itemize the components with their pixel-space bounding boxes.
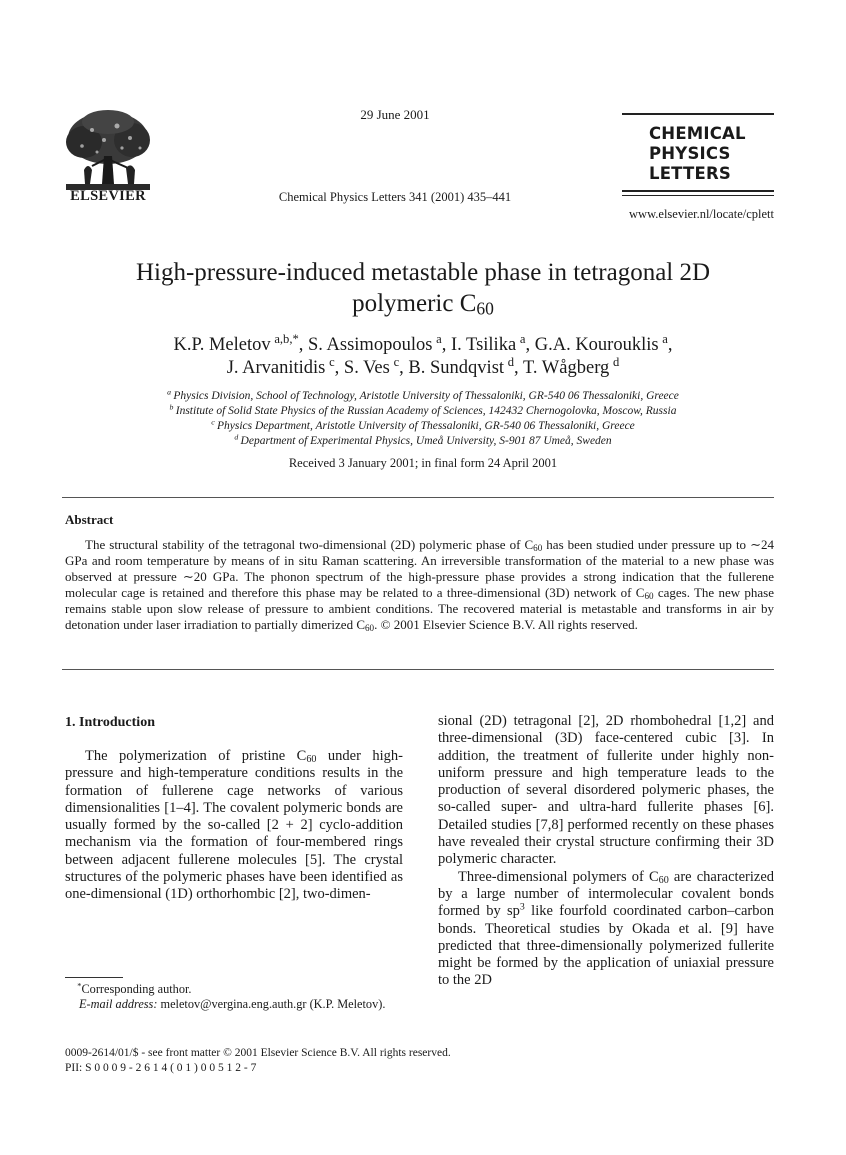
elsevier-tree-logo xyxy=(62,108,154,192)
author-line xyxy=(70,334,776,357)
journal-logo-line: PHYSICS xyxy=(649,144,731,163)
journal-url[interactable]: www.elsevier.nl/locate/cplett xyxy=(629,207,774,221)
received-dates: Received 3 January 2001; in final form 24 April 2001 xyxy=(288,456,558,470)
affiliation: $^d$ Department of Experimental Physics, Umeå University, S-901 87 Umeå, Sweden xyxy=(234,432,612,447)
author: G.A. Kourouklis $^a$, xyxy=(534,332,673,355)
title-text: polymeric C xyxy=(352,290,477,317)
footnote-corresponding: *Corresponding author. xyxy=(77,981,192,996)
journal-logo-line: CHEMICAL xyxy=(649,124,746,143)
abstract-body: The structural stability of the tetragonal two-dimensional (2D) polymeric phase of $C_{60}$ has been studied under pressure up to ∼24 GPa and room temperature by means of in situ Raman scattering. An irreversible transformation of the material to a new phase was observed at pressure ∼20 GPa. The phonon spectrum of the high-pressure phase provides a strong indication that the fullerene molecular cage is retained and therefore this phase may be related to a three-dimensional (3D) network of $C_{60}$ cages. The new phase remains stable upon slow release of pressure to ambient conditions. The recovered material is metastable and transforms in air by detonation under laser irradiation to partially dimerized $C_{60}$. © 2001 Elsevier Science B.V. All rights reserved. xyxy=(65,537,774,633)
journal-logo-line: LETTERS xyxy=(649,164,731,183)
footnote-email: E-mail address: meletov@vergina.eng.auth.gr (K.P. Meletov). xyxy=(79,997,386,1011)
author: B. Sundqvist $^d$, xyxy=(408,355,523,378)
author: S. Assimopoulos $^a$, xyxy=(308,332,451,355)
author: T. Wågberg $^d$ xyxy=(522,355,620,378)
author: S. Ves $^c$, xyxy=(343,355,409,378)
journal-citation: Chemical Physics Letters 341 (2001) 435–441 xyxy=(278,190,512,204)
title-line: High-pressure-induced metastable phase in tetragonal 2D xyxy=(135,259,711,286)
article-title xyxy=(60,257,786,319)
author: K.P. Meletov $^{a,b,*}$, xyxy=(173,332,309,355)
footnote-rule xyxy=(65,977,123,978)
copyright-line: 0009-2614/01/$ - see front matter © 2001 Elsevier Science B.V. All rights reserved. xyxy=(65,1047,451,1059)
publisher-name: ELSEVIER xyxy=(70,188,146,204)
pii-line: PII: S 0 0 0 9 - 2 6 1 4 ( 0 1 ) 0 0 5 1 2 - 7 xyxy=(65,1061,257,1074)
title-subscript: 60 xyxy=(476,298,494,319)
intro-paragraph-left: The polymerization of pristine $C_{60}$ under high-pressure and high-temperature conditions results in the formation of fullerene cage networks of various dimensionalities [1–4]. The covalent polymeric bonds are usually formed by the so-called [2 + 2] cyclo-addition mechanism via the formation of four-membered rings between adjacent fullerene molecules [5]. The crystal structures of the polymeric phases have been identified as one-dimensional (1D) orthorhombic [2], two-dimen- xyxy=(65,748,403,903)
footnote xyxy=(65,982,403,1012)
abstract-heading: Abstract xyxy=(65,512,114,527)
author: I. Tsilika $^a$, xyxy=(450,332,535,355)
issue-date: 29 June 2001 xyxy=(360,107,430,122)
page-footer xyxy=(65,1046,665,1075)
intro-p1-continuation: sional (2D) tetragonal [2], 2D rhombohedral [1,2] and three-dimensional (3D) face-centered cubic [3]. In addition, the treatment of fullerite under highly non-uniform pressure and high temperature leads to the production of several disordered polymeric phases, the so-called super- and ultra-hard fullerite phases [6]. Detailed studies [7,8] performed recently on these phases have revealed their crystal structure confirming their 3D polymeric character. xyxy=(438,713,774,868)
journal-logo xyxy=(622,113,774,196)
title-line xyxy=(60,288,786,319)
intro-p1-text: under high-pressure and high-temperature conditions results in the formation of fullerene cage networks of various dimensionalities [1–4]. The covalent polymeric bonds are usually formed by the so-called [2 + 2] cyclo-addition mechanism via the formation of four-membered rings between adjacent fullerene molecules [5]. The crystal structures of the polymeric phases have been identified as one-dimensional (1D) orthorhombic [2], two-dimen- xyxy=(65,748,403,903)
author-line xyxy=(70,357,776,380)
intro-paragraph-2: Three-dimensional polymers of $C_{60}$ are characterized by a large number of intermolecular covalent bonds formed by $sp^3$ like fourfold coordinated carbon–carbon bonds. Theoretical studies by Okada et al. [9] have predicted that three-dimensionally polymerized fullerite might be formed by the application of uniaxial pressure to the 2D xyxy=(438,868,774,989)
author-list xyxy=(70,334,776,380)
affiliation: $^c$ Physics Department, Aristotle University of Thessaloniki, GR-540 06 Thessaloniki, Greece xyxy=(211,417,635,432)
author: J. Arvanitidis $^c$, xyxy=(226,355,344,378)
affiliation: $^b$ Institute of Solid State Physics of the Russian Academy of Sciences, 142432 Chernogolovka, Moscow, Russia xyxy=(169,402,677,417)
divider xyxy=(62,497,774,498)
divider xyxy=(62,669,774,670)
section-heading: 1. Introduction xyxy=(65,715,155,730)
intro-paragraph-right xyxy=(438,713,774,990)
affiliation: $^a$ Physics Division, School of Technology, Aristotle University of Thessaloniki, GR-540 06 Thessaloniki, Greece xyxy=(167,387,679,402)
